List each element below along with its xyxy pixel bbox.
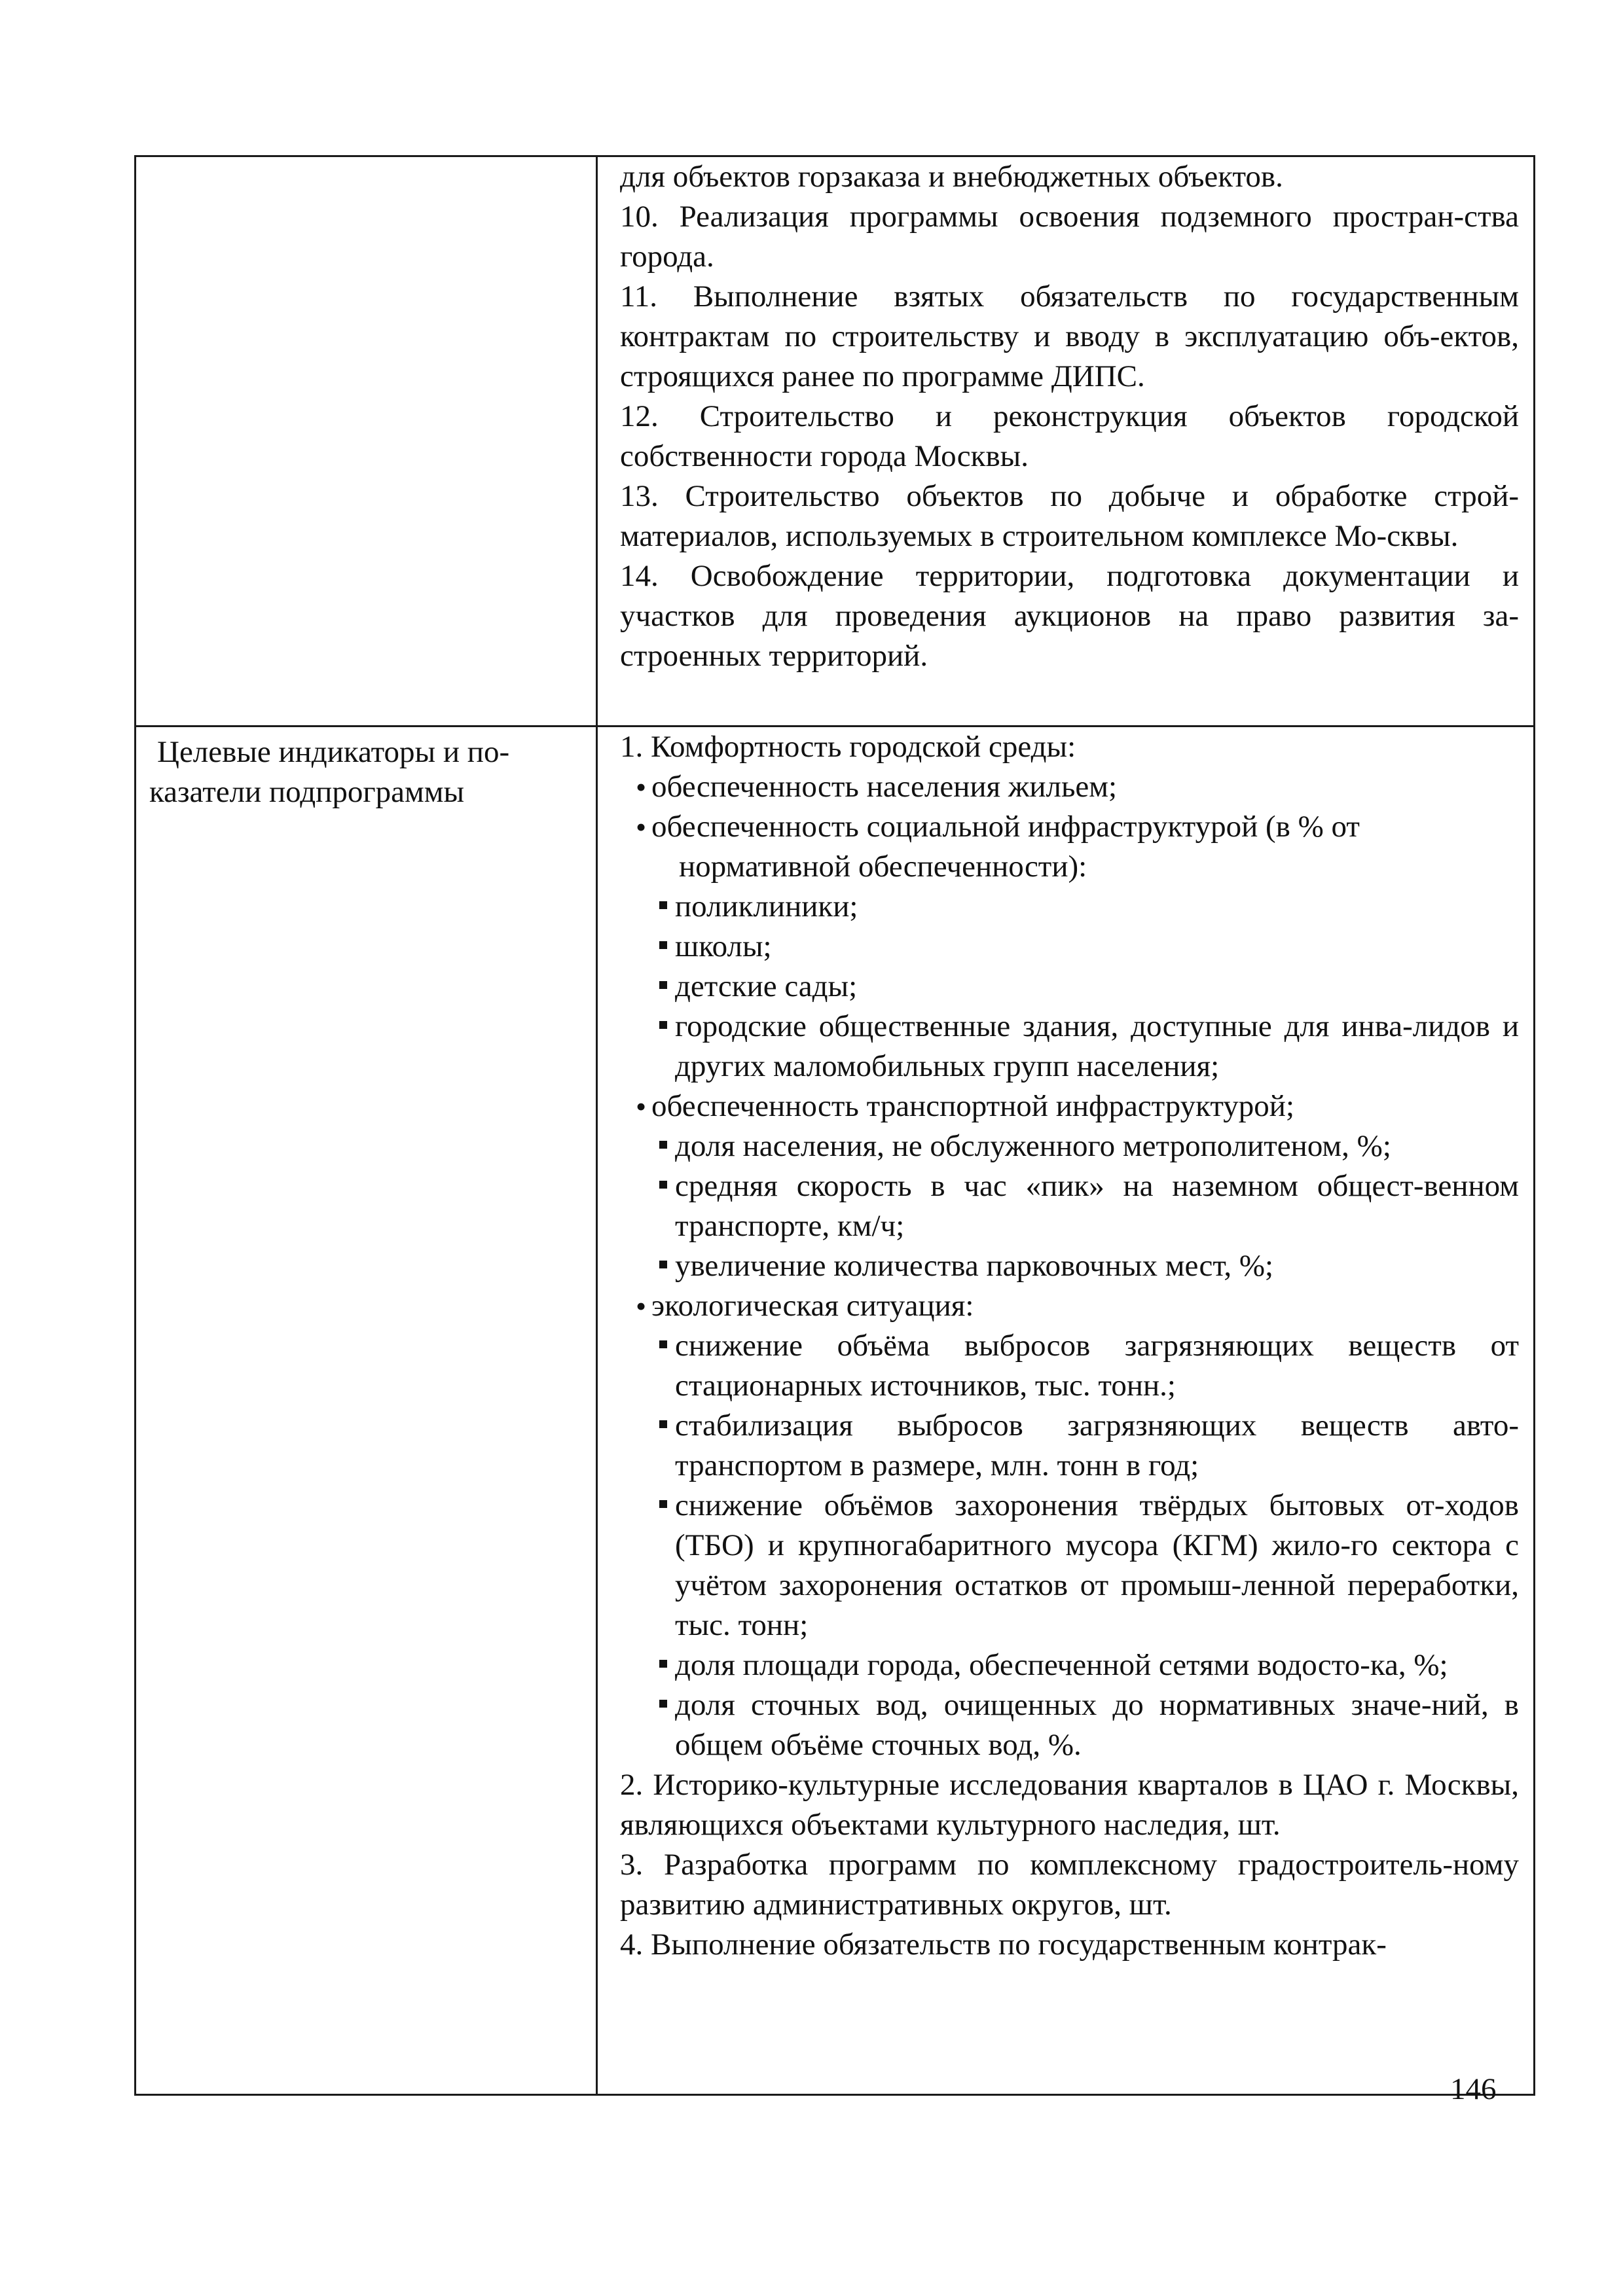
page-number: 146: [1450, 2072, 1497, 2106]
table-row: [136, 156, 1535, 726]
list-item: городские общественные здания, доступные для инва-лидов и других маломобильных групп населения;: [620, 1007, 1519, 1086]
list-item: 4. Выполнение обязательств по государственным контрак-: [620, 1928, 1387, 1962]
list-item: 11. Выполнение взятых обязательств по государственным контрактам по строительству и вводу в эксплуатацию объ-ектов, строящихся ранее по программе ДИПС.: [620, 279, 1519, 393]
list-item-text: обеспеченность населения жильем;: [651, 770, 1118, 804]
list-item-text: экологическая ситуация:: [651, 1289, 974, 1323]
list-item-text: обеспеченность социальной инфраструктурой (в % от: [651, 810, 1360, 844]
list-item: доля населения, не обслуженного метрополитеном, %;: [620, 1126, 1519, 1166]
list-item: 2. Историко-культурные исследования кварталов в ЦАО г. Москвы, являющихся объектами культурного наследия, шт.: [620, 1768, 1519, 1842]
list-item-text: обеспеченность транспортной инфраструктурой;: [651, 1089, 1295, 1123]
list-item: поликлиники;: [620, 887, 1519, 927]
list-item: снижение объёмов захоронения твёрдых бытовых от-ходов (ТБО) и крупногабаритного мусора (КГМ) жило-го сектора с учётом захоронения остатков от промыш-ленной переработки, тыс. тонн;: [620, 1486, 1519, 1645]
list-item: [620, 807, 1519, 887]
list-item: 13. Строительство объектов по добыче и обработке строй-материалов, используемых в строительном комплексе Мо-сквы.: [620, 479, 1519, 553]
list-item: [620, 1086, 1519, 1126]
list-item: 3. Разработка программ по комплексному градостроитель-ному развитию административных округов, шт.: [620, 1848, 1519, 1922]
list-item: доля площади города, обеспеченной сетями водосто-ка, %;: [620, 1645, 1519, 1685]
row-label: Целевые индикаторы и по-казатели подпрограммы: [149, 735, 510, 809]
left-cell: [136, 726, 597, 2095]
right-cell: [597, 726, 1535, 2095]
table-row: [136, 726, 1535, 2095]
list-item: средняя скорость в час «пик» на наземном общест-венном транспорте, км/ч;: [620, 1166, 1519, 1246]
list-item: для объектов горзаказа и внебюджетных объектов.: [620, 160, 1283, 194]
section-heading: 1. Комфортность городской среды:: [620, 730, 1076, 764]
list-item: увеличение количества парковочных мест, %;: [620, 1246, 1519, 1286]
list-item: снижение объёма выбросов загрязняющих веществ от стационарных источников, тыс. тонн.;: [620, 1326, 1519, 1406]
list-item: [620, 1286, 1519, 1326]
list-item: [620, 767, 1519, 807]
left-cell: [136, 156, 597, 726]
program-table: [134, 155, 1535, 2096]
list-item: детские сады;: [620, 967, 1519, 1007]
list-item: стабилизация выбросов загрязняющих веществ авто-транспортом в размере, млн. тонн в год;: [620, 1406, 1519, 1486]
list-item: школы;: [620, 927, 1519, 967]
list-item-text: нормативной обеспеченности):: [679, 850, 1087, 884]
right-cell: [597, 156, 1535, 726]
list-item: 12. Строительство и реконструкция объектов городской собственности города Москвы.: [620, 399, 1519, 473]
list-item: 10. Реализация программы освоения подземного простран-ства города.: [620, 200, 1519, 274]
list-item: доля сточных вод, очищенных до нормативных значе-ний, в общем объёме сточных вод, %.: [620, 1685, 1519, 1765]
list-item: 14. Освобождение территории, подготовка документации и участков для проведения аукционов на право развития за-строенных территорий.: [620, 559, 1519, 673]
